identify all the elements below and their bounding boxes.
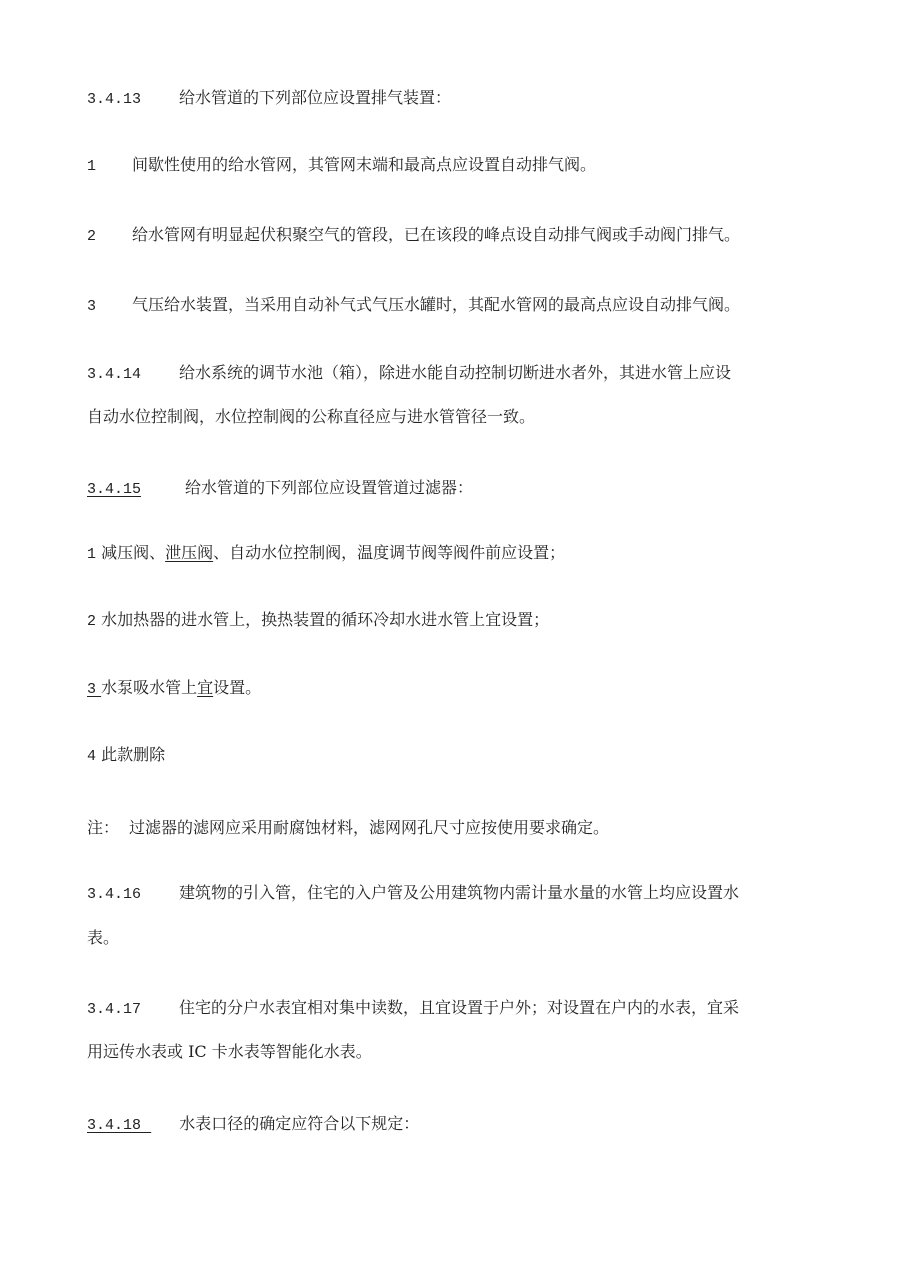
list-item xyxy=(87,295,740,317)
clause-number: 3.4.16 xyxy=(87,886,142,903)
underlined-text: 泄压阀 xyxy=(165,543,214,562)
item-number: 1 xyxy=(87,158,97,175)
item-number: 4 xyxy=(87,748,97,765)
note-label: 注： xyxy=(87,818,120,837)
item-text: 设置。 xyxy=(213,678,262,697)
list-item xyxy=(87,543,565,565)
list-item xyxy=(87,678,261,700)
clause-3-4-17 xyxy=(87,998,739,1020)
list-item xyxy=(87,610,549,632)
clause-text: 住宅的分户水表宜相对集中读数，且宜设置于户外；对设置在户内的水表，宜采 xyxy=(179,998,740,1017)
clause-text: 给水系统的调节水池（箱），除进水能自动控制切断进水者外，其进水管上应设 xyxy=(179,363,732,382)
list-item xyxy=(87,745,165,767)
item-text: 给水管网有明显起伏积聚空气的管段，已在该段的峰点设自动排气阀或手动阀门排气。 xyxy=(132,225,741,244)
clause-number: 3.4.15 xyxy=(87,481,142,498)
list-item xyxy=(87,225,740,247)
list-item xyxy=(87,155,596,177)
clause-number: 3.4.14 xyxy=(87,366,142,383)
clause-text: 给水管道的下列部位应设置排气装置： xyxy=(179,88,452,107)
clause-3-4-13 xyxy=(87,88,451,110)
item-text: 间歇性使用的给水管网，其管网末端和最高点应设置自动排气阀。 xyxy=(132,155,597,174)
clause-text: 给水管道的下列部位应设置管道过滤器： xyxy=(185,478,474,497)
clause-number: 3.4.17 xyxy=(87,1001,142,1018)
note-text: 过滤器的滤网应采用耐腐蚀材料，滤网网孔尺寸应按使用要求确定。 xyxy=(129,818,610,837)
item-text: 此款删除 xyxy=(101,745,166,764)
item-number: 3 xyxy=(87,298,97,315)
item-text: 、自动水位控制阀，温度调节阀等阀件前应设置； xyxy=(213,543,566,562)
item-text: 水泵吸水管上 xyxy=(101,678,198,697)
clause-3-4-14-cont xyxy=(87,407,535,427)
clause-text: 水表口径的确定应符合以下规定： xyxy=(179,1114,420,1133)
clause-number: 3.4.18 xyxy=(87,1117,142,1134)
note xyxy=(87,818,609,838)
item-number: 2 xyxy=(87,228,97,245)
clause-text: 表。 xyxy=(87,928,120,947)
item-number: 1 xyxy=(87,546,97,563)
clause-3-4-15 xyxy=(87,478,473,500)
item-text: 气压给水装置，当采用自动补气式气压水罐时，其配水管网的最高点应设自动排气阀。 xyxy=(132,295,741,314)
item-text: 减压阀、 xyxy=(101,543,166,562)
clause-3-4-14 xyxy=(87,363,731,385)
clause-text: 自动水位控制阀，水位控制阀的公称直径应与进水管管径一致。 xyxy=(87,407,536,426)
clause-3-4-18 xyxy=(87,1114,419,1136)
underlined-text: 宜 xyxy=(197,678,214,697)
item-text: 水加热器的进水管上，换热装置的循环冷却水进水管上宜设置； xyxy=(101,610,550,629)
clause-text: 用远传水表或 IC 卡水表等智能化水表。 xyxy=(87,1042,372,1061)
item-number: 3 xyxy=(87,681,97,698)
clause-3-4-17-cont xyxy=(87,1042,372,1062)
clause-text: 建筑物的引入管，住宅的入户管及公用建筑物内需计量水量的水管上均应设置水 xyxy=(179,883,740,902)
clause-3-4-16 xyxy=(87,883,739,905)
clause-3-4-16-cont xyxy=(87,928,119,948)
clause-number: 3.4.13 xyxy=(87,91,142,108)
item-number: 2 xyxy=(87,613,97,630)
